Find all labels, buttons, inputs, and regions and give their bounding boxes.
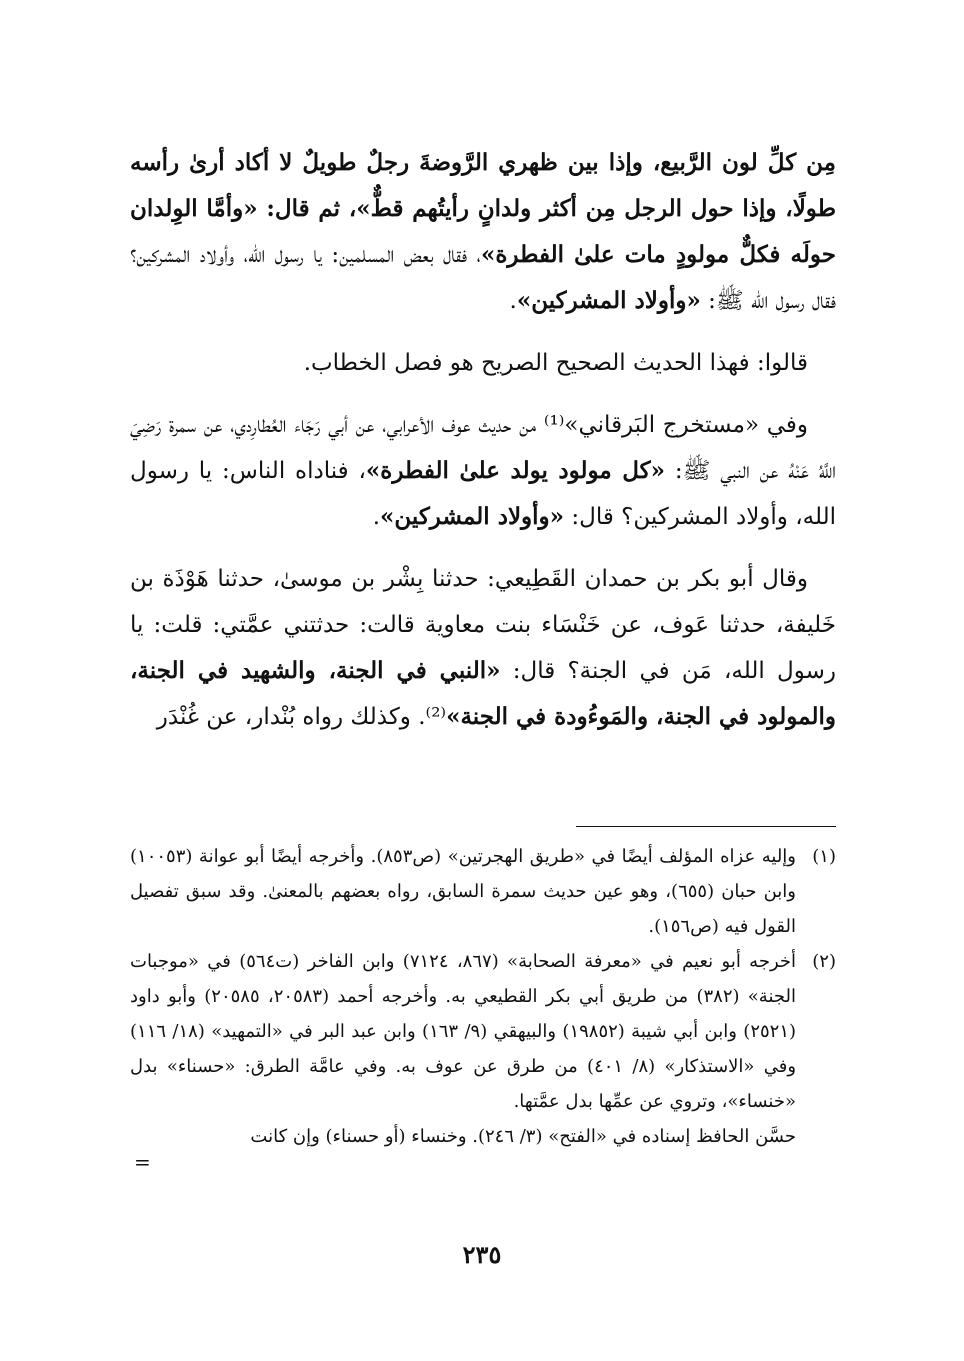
paragraph-3-segment: ، فناداه الناس: يا رسول الله، وأولاد المشركين؟ قال:	[130, 458, 836, 530]
footnote-divider	[576, 826, 836, 827]
paragraph-2-segment: قالوا: فهذا الحديث الصحيح الصريح هو فصل الخطاب.	[303, 350, 808, 376]
page-number: ٢٣٥	[462, 1240, 502, 1269]
paragraph-4-segment: وقال أبو بكر بن حمدان القَطِيعي: حدثنا بِشْر بن موسىٰ، حدثنا هَوْذَة بن خَليفة، حدثنا عَوف، عن خَنْسَاء بنت معاوية قالت: حدثتني عمَّتي: قلت: يا رسول الله، مَن في الجنة؟ قال:	[130, 566, 836, 684]
footnote-1	[130, 839, 836, 944]
paragraph-4-segment: ⁽²⁾. وكذلك رواه بُنْدار، عن غُنْدَر	[156, 704, 447, 730]
continuation-mark: =	[134, 1150, 151, 1174]
paragraph-3	[130, 402, 836, 540]
footnote-text: وإليه عزاه المؤلف أيضًا في «طريق الهجرتين» (ص٨٥٣). وأخرجه أيضًا أبو عوانة (١٠٠٥٣) وابن حبان (٦٥٥)، وهو عين حديث سمرة السابق، رواه بعضهم بالمعنىٰ. وقد سبق تفصيل القول فيه (ص١٥٦).	[130, 846, 796, 937]
footnote-number: (١)	[812, 846, 836, 867]
paragraph-1-segment: ، فقال بعض المسلمين: يا رسول الله، وأولاد المشركين؟ فقال رسول الله ﷺ:	[130, 242, 836, 314]
paragraph-1-segment: «وأولاد المشركين»	[516, 287, 701, 314]
paragraph-1-segment: .	[509, 288, 517, 314]
footnote-text: أخرجه أبو نعيم في «معرفة الصحابة» (٨٦٧، ٧١٢٤) وابن الفاخر (ت٥٦٤) في «موجبات الجنة» (٣٨٢) من طريق أبي بكر القطيعي به. وأخرجه أحمد (٢٠٥٨٣، ٢٠٥٨٥) وأبو داود (٢٥٢١) وابن أبي شيبة (١٩٨٥٢) والبيهقي (٩/ ١٦٣) وابن عبد البر في «التمهيد» (١٨/ ١١٦) وفي «الاستذكار» (٨/ ٤٠١) من طرق عن عوف به. وفي عامَّة الطرق: «حسناء» بدل «خنساء»، وتروي عن عمِّها بدل عمَّتها.	[130, 951, 797, 1112]
paragraph-3-segment: .	[372, 504, 381, 530]
paragraph-3-segment: وفي «مستخرج البَرقاني»⁽¹⁾ من حديث عوف الأعرابي، عن أبي رَجَاء العُطارِدي، عن سمرة رَضِيَ اللَّهُ عَنْهُ عن النبي ﷺ:	[130, 412, 836, 484]
paragraph-3-segment: «وأولاد المشركين»	[380, 503, 565, 530]
main-text	[130, 140, 836, 756]
paragraph-4	[130, 556, 836, 740]
paragraph-1-segment: مِن كلِّ لون الرَّبيع، وإذا بين ظهري الرَّوضةَ رجلٌ طويلٌ لا أكاد أرىٰ رأسه طولًا، وإذا حول الرجل مِن أكثر ولدانٍ رأيتُهم قطٌّ»، ثم قال: «وأمَّا الوِلدان حولَه فكلٌّ مولودٍ مات علىٰ الفطرة»	[130, 149, 836, 268]
paragraph-1	[130, 140, 836, 324]
footnote-number: (٢)	[812, 951, 836, 972]
paragraph-4-segment: «النبي في الجنة، والشهيد في الجنة، والمولود في الجنة، والمَوءُودة في الجنة»	[130, 657, 836, 730]
paragraph-3-segment: «كل مولود يولد علىٰ الفطرة»	[365, 457, 665, 484]
paragraph-2	[130, 340, 836, 386]
footnote-2	[130, 944, 836, 1119]
footnote-continuation: حسَّن الحافظ إسناده في «الفتح» (٣/ ٢٤٦). وخنساء (أو حسناء) وإن كانت	[250, 1126, 796, 1147]
footnotes	[130, 826, 836, 1172]
